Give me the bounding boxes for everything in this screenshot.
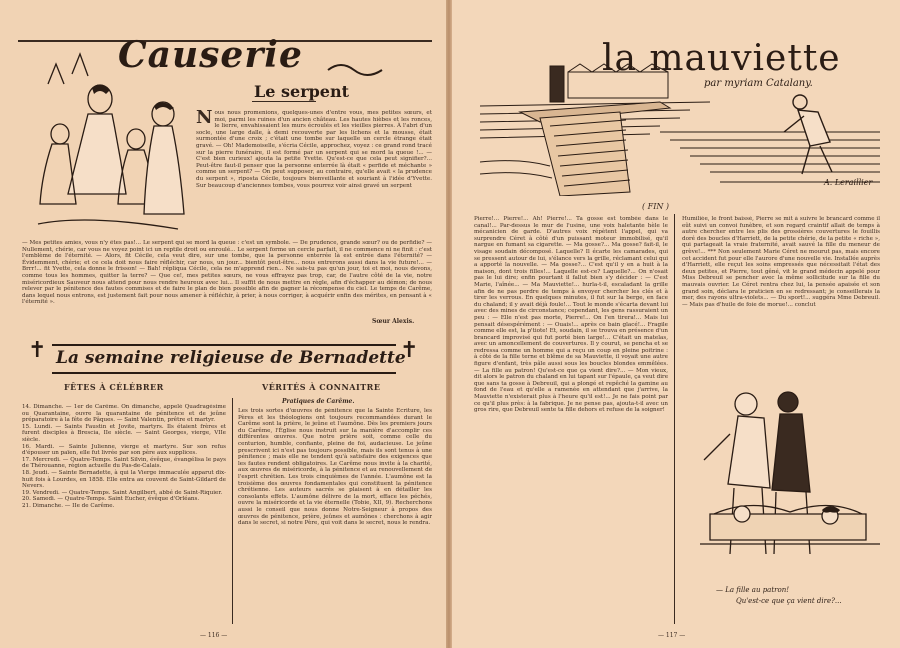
causerie-body-bottom: — Mes petites amies, vous n'y êtes pas!... Le serpent qui se mord la queue : c'est un symbole. — De prudence, grande sœur? ou de perfidie? — Nullement, chérie, car vous ne voyez point ici un reptile droit ou enroulé... Le serpent forme un cercle parfait, il ne commence ni ne finit : c'est l'emblème de l'éternité. — Alors, fit Cécile, cela veut dire, sur une tombe, que la personne enterrée là est entrée dans l'éternité? — Évidemment, chérie; et ce cela doit nous faire réfléchir, car nous, un jour... bientôt peut-être... nous entrerons aussi dans la vie future!... — Brrr!... fit Yvette, cela donne le frisson! — Bah! répliqua Cécile, cela ne m'apprend rien... Ne sais-tu pas qu'un jour, toi et moi, nous devons, comme tous les hommes, quitter la terre? — Que ce!, mes petites sœurs, ne vous effrayez pas trop, car, de l'autre côté de la vie, notre miséricordieux Sauveur nous attend pour nous rendre heureux avec lui... Il suffit de nous mettre en règle, afin d'échapper au démon; de nous relever par le pénitence des fautes commises et de faire le plan de bien possible afin de gagner la récompense du ciel. Le temps de Carême, dans lequel nous entrons, est justement fait pour nous amener à réfléchir, à prier, à nous corriger, à acquérir enfin des mérites, en pensant à « l'éternité ». (22, 240, 432, 306)
fin-label: ( FIN ) (642, 202, 670, 211)
verites-text: Les trois sortes d'œuvres de pénitence que la Sainte Écriture, les Pères et les théologiens ont toujours recommandées durant le Carême sont la prière, le jeûne et l'aumône. Dès les premiers jours du Carême, l'Église nous instruit sur la manière d'accomplir ces différentes œuvres. Que notre prière soit, comme celle du centurion, humble, confiante, pleine de foi, audacieuse. Le jeûne prescrivent ici n'est pas toujours possible, mais ils sont tenus à une pénitence ; mais elle ne tendent qu'à satisfaire des exigences que les fautes rendent obligatoires. Le Carême nous invite à la charité, aux œuvres de miséricorde, à la pénitence et au renouvellement de l'esprit chrétien. Les trois cinquièmes de l'année. L'aumône est la troisième des œuvres fondamentales qui constituent la pénitence chrétienne. Les auteurs sacrés se plaisent à en détailler les consolants effets. L'aumône délivre de la mort, efface les péchés, ouvre la miséricorde et la vie éternelle (Tobie, XII, 9). Recherchons aussi le conseil que nous donne Notre-Seigneur à propos des œuvres de pénitence, prière, jeûnes et aumônes : cherchons à agir dans le secret, si notre Père, qui voit dans le secret, nous le rendra. (238, 408, 432, 527)
serpent-ornament (326, 60, 386, 80)
causerie-title: Causerie (118, 34, 303, 76)
column-divider (232, 398, 233, 624)
story-column-1: Pierre!... Pierre!... Ah! Pierre!... Ta gosse est tombée dans le canal!... Par-dessus le mur de l'usine, une voix haletante hèle le mécanicien de garde. D'autres voix répètent l'appel, qui va surprendre Céret à côté d'un puissant moteur immobilisé, qu'il nargue en fumant sa cigarette. — Ma gosse?... Ma gosse? fait-il, le visage soudain décomposé. Laquelle? Il écarte les camarades, qui se pressent autour de lui, s'élance vers la grille, réclamant celui qui a apporté la nouvelle. — Ma gosse?... C'est qu'il y en a huit à la maison, dont trois filles!... Laquelle est-ce? Laquelle?... On n'osait pas le lui dire; enfin pourtant il fallut bien s'y décider : — C'est Marie, l'aînée... — Ma Mauviette!... hurla-t-il, escaladant la grille afin de ne pas perdre de temps à envoyer chercher les clés et à tirer les verrous. En quelques minutes, il fut sur la berge, en face du chaland; il y avait déjà foule!... Tout le monde s'écarta devant lui avec des mines de circonstance; cependant, les gens rassuraient un peu : — Elle n'est pas morte, Pierre!... On l'en tirera!... Mais lui pensait désespérément : — Ouais!... après ce bain glacé!... Fragile comme elle est, la p'tiote! Et, soudain, il se trouva en présence d'un brancard improvisé qui fut porté bien large!... C'était un matelas, avec un amoncellement de couvertures. Il y courut, se pencha et se redressa comme un homme qui a reçu un coup en pleine poitrine : à côté de la fille terne et blême de sa Mauviette, il voyait une autre figure d'enfant, très pâle aussi sous les boucles blondes emmêlées. — La fille au patron! Qu'est-ce que ça vient dire?... — Mon vieux, dit alors le patron du chaland en lui tapant sur l'épaule, ça veut dire que sans ta gosse à Debreuil, qui a plongé et repêché la gamine au fond de l'eau et qu'elle a ramenée en attendant que j'arrive, la Mauviette n'existerait plus à l'heure qu'il est!... Je ne fais point par ce qu'il plus près: à la fabrique. Je ne pense pas, ajouta-t-il avec un gros rire, que Debreuil sente ta fille dehors et refuse de la soigner! (474, 216, 668, 414)
semaine-banner (52, 344, 406, 374)
fetes-list (22, 404, 226, 622)
caption-line-1: — La fille au patron! (716, 586, 790, 594)
subtitle-underline (252, 101, 316, 102)
fetes-item: 17. Mercredi. — Quatre-Temps. Saint Silvin, évêque, évangélisa le pays de Thérouanne, région actuelle du Pas-de-Calais. (22, 456, 226, 470)
story-byline: par myriam Catalany. (704, 78, 813, 89)
semaine-title: La semaine religieuse de Bernadette (56, 348, 406, 368)
fetes-item: 19. Vendredi. — Quatre-Temps. Saint Angilbert, abbé de Saint-Riquier. (22, 489, 223, 496)
column-divider (674, 214, 675, 624)
causerie-body-top: Nous nous promenions, quelques-unes d'entre vous, mes petites sœurs, et moi, parmi les ruines d'un ancien château. Les hautes hièbes et les ronces, le lierre, envahissaient les murs écroulés et les vieilles pierres. À l'abri d'un socle, une large dalle, à demi recouverte par les lichens et la mousse, était surmontée d'une croix ; c'était une tombe sur laquelle un cercle étrange était gravé. — Oh! Mademoiselle, s'écria Cécile, approchez, voyez : ce grand rond tracé sur la pierre funéraire, il est formé par un serpent qui se mord la queue !... — C'est bien curieux! ajouta la petite Yvette. Qu'est-ce que cela peut signifier?... Peut-être faut-il penser que la personne enterrée là était « perfide et méchante » comme un serpent? — On peut supposer, au contraire, qu'elle avait « la prudence du serpent », riposta Cécile, toujours bienveillante et souriant à l'idée d'Yvette. Sur beaucoup d'anciennes tombes, vous pourrez voir ainsi gravé un serpent (196, 110, 432, 189)
fetes-heading: FÊTES À CÉLÉBRER (64, 382, 164, 392)
fetes-item: 16. Mardi. — Sainte Julienne, vierge et martyre. Sur son refus d'épouser un païen, elle fut livrée par son père aux supplices. (22, 443, 226, 457)
causerie-dropcap: N (196, 110, 213, 128)
left-page (0, 0, 446, 648)
fetes-item: 18. Jeudi. — Sainte Bernadette, à qui la Vierge immaculée apparut dix-huit fois à Lourdes, en 1858. Elle entra au couvent de Saint-Gildard de Nevers. (22, 469, 226, 490)
causerie-subtitle: Le serpent (254, 82, 350, 101)
illustrator-signature: A. Leraillier (824, 178, 873, 187)
fetes-item: 21. Dimanche. — IIe de Carême. (22, 502, 115, 509)
verites-heading: VÉRITÉS À CONNAITRE (262, 382, 381, 392)
fetes-item: 15. Lundi. — Saints Faustin et Jovite, martyrs. Ils étaient frères et furent disciples à Brescia, IIe siècle. — Saint Georges, vierge, VIIe siècle. (22, 423, 226, 443)
cross-icon: ✝ (28, 338, 47, 363)
rescue-illustration (690, 364, 880, 574)
page-number: — 116 — (200, 632, 228, 639)
story-column-2: Humiliée, le front baissé, Pierre se mit à suivre le brancard comme il eût suivi un convoi funèbre, et son regard craintif allait de temps à autre chercher entre les plis des grossières couvertures le fouillis doré des boucles d'Harriett, de la petite chérie, de la petite « riche », qui partageait la vraie fraternité, avait sauvé la fille du meneur de grève!... *** Non seulement Marie Céret ne mourut pas, mais encore cet accident fut pour elle l'aurore d'une nouvelle vie. Installée auprès d'Harriett, elle reçut les soins empressés que nécessitait l'état des deux petites, et Pierre, tout gêné, vit le grand médecin appelé pour Miss Debreuil se pencher avec la même sollicitude sur la fille du mauvais ouvrier. Le Céret rentra chez lui, la pensée apaisée et son grand soin, déclara le praticien en se redressant; je conseillerais la mer, des rayons ultra-violets... — Du sport!... suggéra Mme Debreuil. — Mais pas d'huile de foie de morue!... conclut (682, 216, 880, 308)
causerie-signature: Sœur Alexis. (372, 318, 415, 325)
pratiques-heading: Pratiques de Carême. (282, 398, 355, 405)
cross-icon: ✝ (400, 338, 419, 363)
right-page (452, 0, 900, 648)
canal-illustration (480, 62, 880, 196)
caption-line-2: Qu'est-ce que ça vient dire?... (736, 597, 842, 605)
fetes-item: 14. Dimanche. — 1er de Carême. On dimanche, appelé Quadragésime ou Quarantaine, ouvre la quarantaine de pénitence et de jeûne préparatoire à la fête de Pâques. — Saint Valentin, prêtre et martyr. (22, 404, 226, 424)
page-number: — 117 — (658, 632, 686, 639)
fetes-item: 20. Samedi. — Quatre-Temps. Saint Eucher, évêque d'Orléans. (22, 496, 200, 503)
story-title: la mauviette (602, 38, 841, 79)
